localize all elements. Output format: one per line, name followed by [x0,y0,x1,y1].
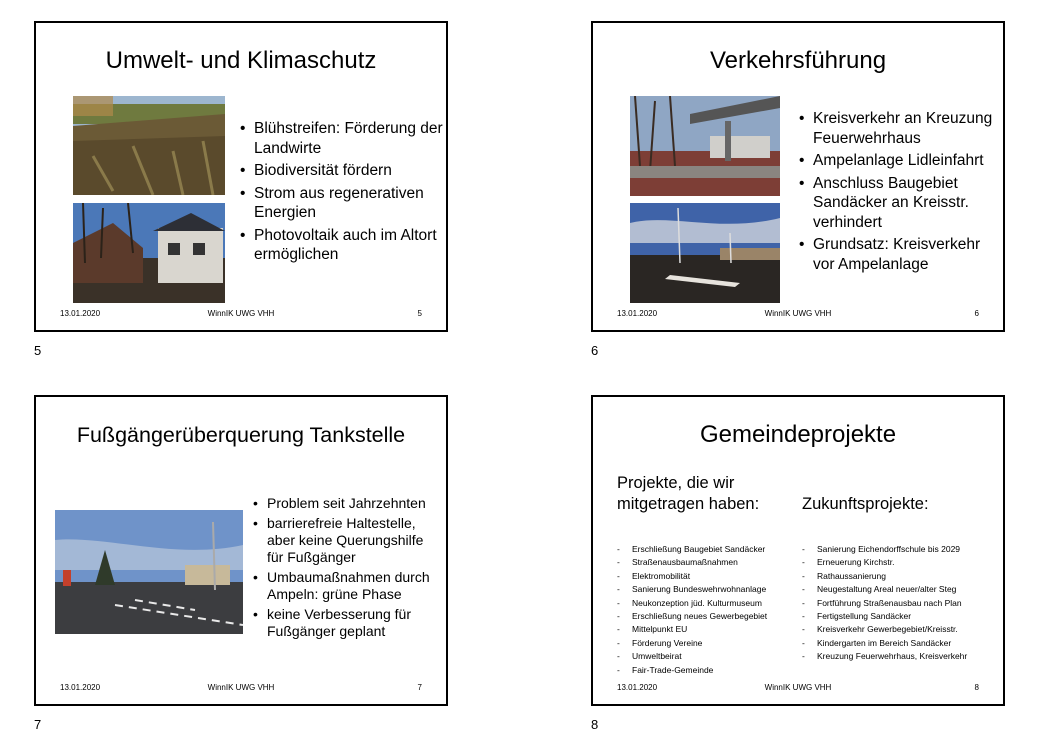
list-item: - Umweltbeirat [617,650,797,663]
slide-title: Verkehrsführung [709,47,887,74]
list-item: - Kindergarten im Bereich Sandäcker [802,637,997,650]
list-item: - Neukonzeption jüd. Kulturmuseum [617,597,797,610]
page-number: 5 [34,343,42,358]
list-item: - Elektromobilität [617,570,797,583]
list-item: - Sanierung Bundeswehrwohnanlage [617,583,797,596]
footer-center: WinnIK UWG VHH [207,683,275,692]
list-item: - Fertigstellung Sandäcker [802,610,997,623]
right-column-heading: Zukunftsprojekte: [802,495,929,513]
list-item: - Straßenausbaumaßnahmen [617,556,797,569]
page-number: 8 [591,717,599,732]
list-item: - Kreuzung Feuerwehrhaus, Kreisverkehr [802,650,997,663]
page-number: 7 [34,717,42,732]
footer-center: WinnIK UWG VHH [207,309,275,318]
list-item: - Mittelpunkt EU [617,623,797,636]
bullet-list [238,119,443,268]
solar-house-photo [73,203,225,303]
list-item: - Fortführung Straßenausbau nach Plan [802,597,997,610]
slide-footer [593,309,1003,321]
footer-slide-number: 5 [417,309,422,318]
slide-5[interactable] [34,21,448,332]
list-item: - Sanierung Eichendorffschule bis 2029 [802,543,997,556]
bullet-list [251,495,441,643]
bullet-item: • Ampelanlage Lidleinfahrt [797,151,1005,171]
slide-footer [36,309,446,321]
slide-footer [36,683,446,695]
list-item: - Erschließung Baugebiet Sandäcker [617,543,797,556]
footer-date: 13.01.2020 [60,683,101,692]
bullet-item: • barrierefreie Haltestelle, aber keine Querungshilfe für Fußgänger [251,515,441,566]
list-item: - Erneuerung Kirchstr. [802,556,997,569]
list-item: - Neugestaltung Areal neuer/alter Steg [802,583,997,596]
slide-title: Umwelt- und Klimaschutz [105,47,377,74]
list-item: - Kreisverkehr Gewerbegebiet/Kreisstr. [802,623,997,636]
left-project-list [617,543,797,677]
bullet-item: • Anschluss Baugebiet Sandäcker an Kreisstr. verhindert [797,174,1005,233]
footer-slide-number: 7 [417,683,422,692]
bullet-item: • Strom aus regenerativen Energien [238,184,443,223]
slide-footer [593,683,1003,695]
list-item: - Erschließung neues Gewerbegebiet [617,610,797,623]
slide-title: Gemeindeprojekte [699,421,897,448]
bullet-item: • Problem seit Jahrzehnten [251,495,441,512]
meadow-photo [73,96,225,195]
slide-8[interactable] [591,395,1005,706]
bullet-item: • Grundsatz: Kreisverkehr vor Ampelanlage [797,235,1005,274]
footer-slide-number: 6 [974,309,979,318]
list-item: - Rathaussanierung [802,570,997,583]
street-crossing-photo [55,510,243,634]
footer-date: 13.01.2020 [60,309,101,318]
slide-title: Fußgängerüberquerung Tankstelle [76,423,406,447]
slide-7[interactable] [34,395,448,706]
bullet-item: • Photovoltaik auch im Altort ermöglichen [238,226,443,265]
bullet-item: • Biodiversität fördern [238,161,443,181]
bridge-photo [630,96,780,196]
bullet-item: • keine Verbesserung für Fußgänger geplant [251,606,441,640]
footer-center: WinnIK UWG VHH [764,309,832,318]
list-item: - Förderung Vereine [617,637,797,650]
page-number: 6 [591,343,599,358]
roundabout-photo [630,203,780,303]
bullet-list [797,109,1005,277]
bullet-item: • Blühstreifen: Förderung der Landwirte [238,119,443,158]
footer-date: 13.01.2020 [617,309,658,318]
footer-center: WinnIK UWG VHH [764,683,832,692]
bullet-item: • Umbaumaßnahmen durch Ampeln: grüne Phase [251,569,441,603]
bullet-item: • Kreisverkehr an Kreuzung Feuerwehrhaus [797,109,1005,148]
right-project-list [802,543,997,664]
left-column-heading: Projekte, die wir mitgetragen haben: [617,474,760,513]
list-item: - Fair-Trade-Gemeinde [617,664,797,677]
footer-date: 13.01.2020 [617,683,658,692]
slide-6[interactable] [591,21,1005,332]
footer-slide-number: 8 [974,683,979,692]
